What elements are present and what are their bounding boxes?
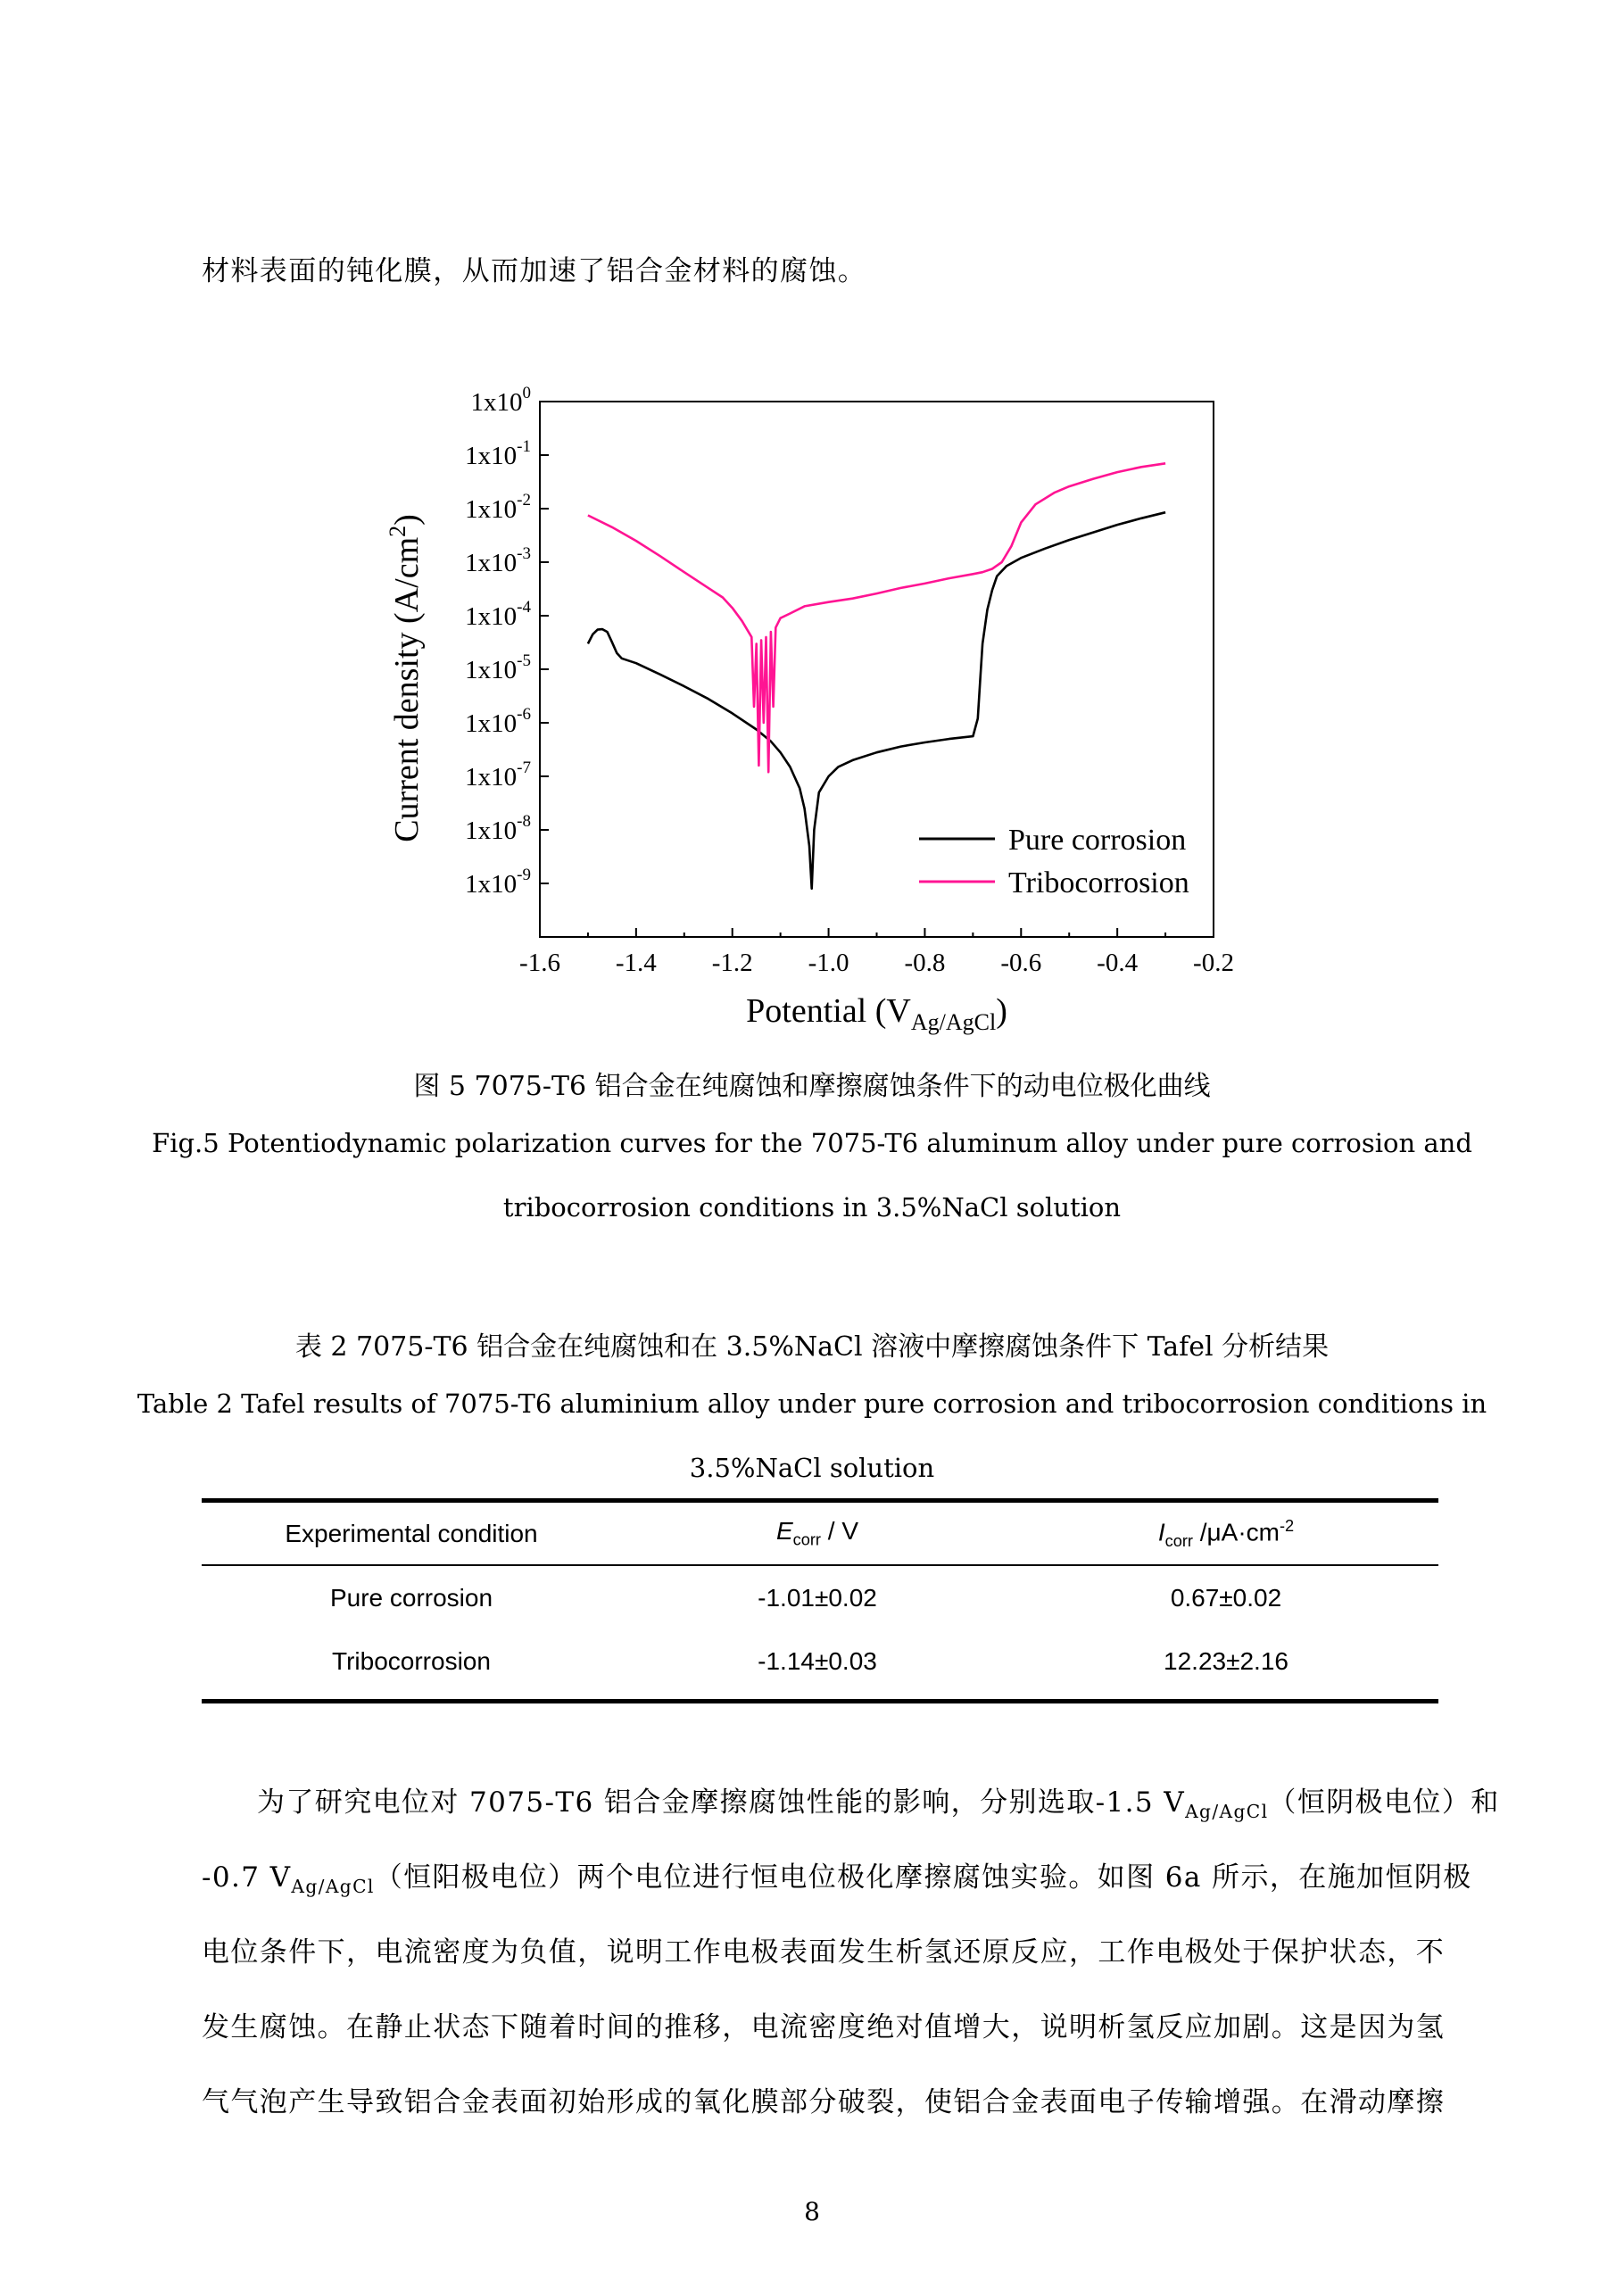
table-title-en-2: 3.5%NaCl solution	[689, 1453, 935, 1483]
x-tick-label: -1.4	[615, 949, 657, 977]
figure-caption-en-2: tribocorrosion conditions in 3.5%NaCl solution	[502, 1192, 1122, 1223]
x-tick-label: -0.6	[1000, 949, 1042, 977]
y-tick-label: $1x10^{-6}$	[465, 705, 531, 738]
x-tick-label: -1.2	[711, 949, 753, 977]
x-axis-label: Potential $(V_{Ag/AgCl})$	[746, 992, 1007, 1035]
series-line-tribocorrosion	[588, 463, 1165, 772]
x-tick-label: -1.0	[808, 949, 849, 977]
x-tick-label: -1.6	[519, 949, 560, 977]
y-tick-label: $1x10^{-7}$	[465, 758, 531, 792]
figure-caption-cn: 图 5 7075-T6 铝合金在纯腐蚀和摩擦腐蚀条件下的动电位极化曲线	[413, 1071, 1211, 1102]
polarization-chart	[384, 357, 1294, 1053]
x-tick-label: -0.8	[904, 949, 946, 977]
chart-legend	[919, 824, 1189, 899]
body-line-4: 发生腐蚀。在静止状态下随着时间的推移，电流密度绝对值增大，说明析氢反应加剧。这是因为氢	[202, 2011, 1446, 2043]
cell-condition: Tribocorrosion	[332, 1647, 491, 1675]
y-tick-label: $1x10^{-2}$	[465, 491, 531, 524]
table-header-row	[202, 1503, 1438, 1565]
table-row	[202, 1565, 1438, 1629]
y-tick-label: $1x10^0$	[470, 384, 531, 417]
y-tick-label: $1x10^{-9}$	[465, 866, 531, 899]
y-tick-label: $1x10^{-8}$	[465, 812, 531, 845]
plot-frame	[540, 402, 1214, 937]
body-line-3: 电位条件下，电流密度为负值，说明工作电极表面发生析氢还原反应，工作电极处于保护状态，不	[202, 1936, 1446, 1969]
x-tick-label: -0.2	[1193, 949, 1234, 977]
header-ecorr: $E_{corr}$ / V	[621, 1503, 1014, 1565]
cell-condition: Pure corrosion	[329, 1583, 493, 1612]
cell-ecorr: -1.01±0.02	[758, 1583, 877, 1612]
cell-icorr: 12.23±2.16	[1164, 1647, 1288, 1675]
x-tick-label: -0.4	[1097, 949, 1139, 977]
body-line-1: 为了研究电位对 7075-T6 铝合金摩擦腐蚀性能的影响，分别选取-1.5 $V_{Ag/AgCl}$（恒阴极电位）和	[257, 1786, 1500, 1823]
y-tick-label: $1x10^{-1}$	[465, 437, 531, 470]
table-title-cn: 表 2 7075-T6 铝合金在纯腐蚀和在 3.5%NaCl 溶液中摩擦腐蚀条件下 Tafel 分析结果	[294, 1331, 1330, 1363]
figure-caption-en-1: Fig.5 Potentiodynamic polarization curves for the 7075-T6 aluminum alloy under pure corrosion and	[152, 1128, 1472, 1158]
page-number: 8	[804, 2197, 820, 2226]
chart-axes	[385, 384, 1234, 1035]
y-axis-label: Current density $(A/cm^2)$	[385, 514, 426, 842]
legend-label: Pure corrosion	[1008, 824, 1187, 857]
table-row	[202, 1629, 1438, 1694]
body-line-5: 气气泡产生导致铝合金表面初始形成的氧化膜部分破裂，使铝合金表面电子传输增强。在滑动摩擦	[202, 2086, 1446, 2118]
tafel-results-table	[202, 1503, 1438, 1694]
y-tick-label: $1x10^{-4}$	[465, 598, 531, 631]
top-text: 材料表面的钝化膜，从而加速了铝合金材料的腐蚀。	[202, 255, 867, 287]
cell-ecorr: -1.14±0.03	[758, 1647, 877, 1675]
legend-label: Tribocorrosion	[1008, 866, 1189, 899]
table-bottom-rule	[202, 1699, 1438, 1703]
y-tick-label: $1x10^{-3}$	[465, 544, 531, 577]
header-icorr: $I_{corr}$ $/\mu A\cdot cm^{-2}$	[1014, 1503, 1438, 1565]
cell-icorr: 0.67±0.02	[1170, 1583, 1282, 1612]
table-title-en-1: Table 2 Tafel results of 7075-T6 aluminium alloy under pure corrosion and tribocorrosion conditions in	[137, 1388, 1487, 1419]
y-tick-label: $1x10^{-5}$	[465, 651, 531, 684]
header-condition: Experimental condition	[202, 1503, 621, 1565]
body-line-2: -0.7 $V_{Ag/AgCl}$（恒阳极电位）两个电位进行恒电位极化摩擦腐蚀实验。如图 6a 所示，在施加恒阴极	[202, 1861, 1472, 1898]
